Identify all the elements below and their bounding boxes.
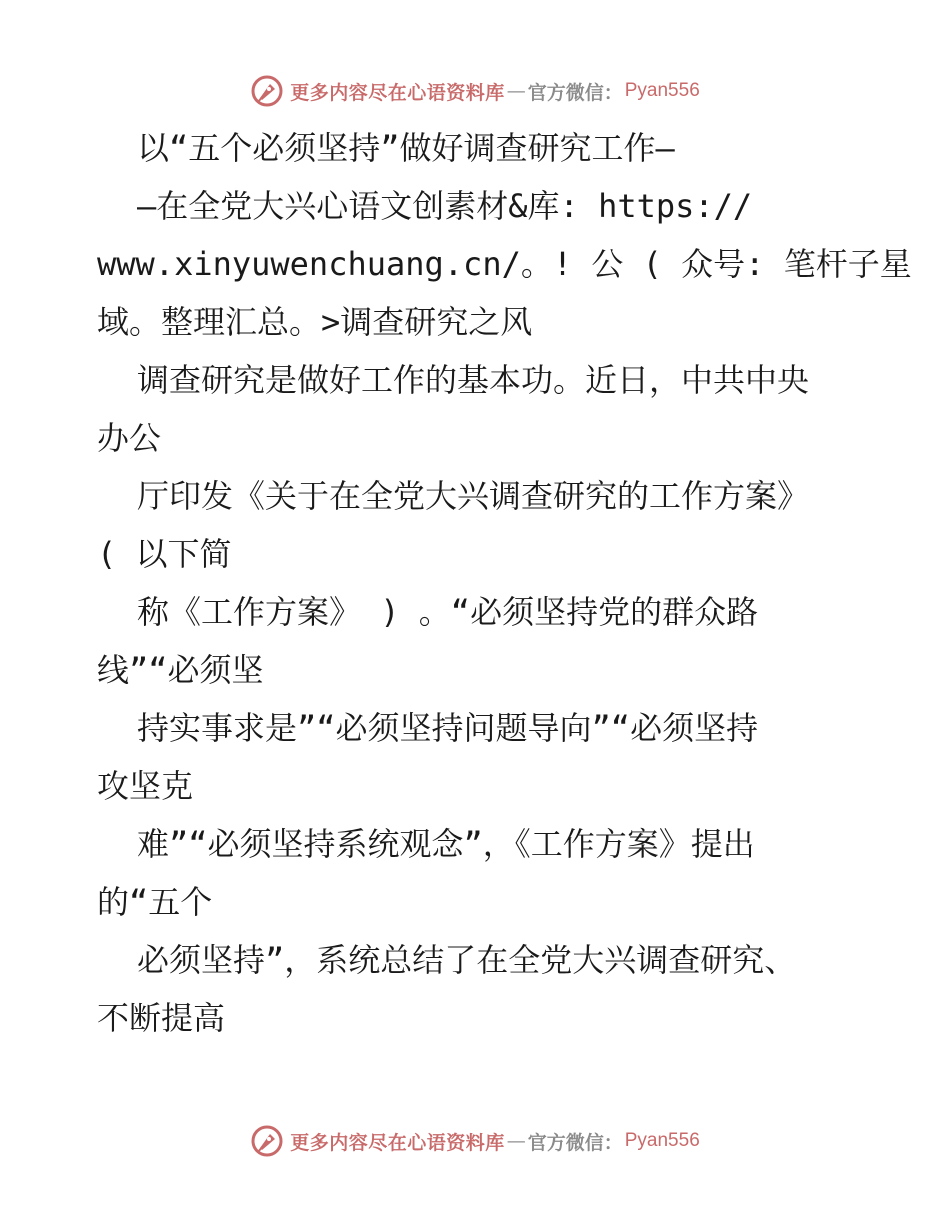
- banner-separator: —: [506, 1130, 526, 1152]
- document-line: 以“五个必须坚持”做好调查研究工作—: [137, 129, 675, 167]
- document-line: ( 以下简: [97, 535, 232, 573]
- document-line: —在全党大兴心语文创素材&库: https://: [137, 187, 753, 225]
- document-line: 难”“必须坚持系统观念”，《工作方案》提出: [137, 825, 755, 863]
- document-line: 不断提高: [97, 999, 226, 1037]
- document-line: 攻坚克: [97, 767, 194, 805]
- document-line: 必须坚持”，系统总结了在全党大兴调查研究、: [137, 941, 797, 979]
- banner-wechat-id: Pyan556: [624, 1130, 700, 1151]
- banner-wechat-label: 官方微信：: [527, 81, 623, 104]
- banner-wechat-id: Pyan556: [624, 80, 700, 101]
- banner-text: 更多内容尽在心语资料库: [290, 81, 505, 104]
- document-line: 域。整理汇总。>调查研究之风: [97, 303, 533, 341]
- pen-nib-logo-icon: [250, 74, 284, 108]
- document-line: 持实事求是”“必须坚持问题导向”“必须坚持: [137, 709, 759, 747]
- document-line: 的“五个: [97, 883, 213, 921]
- header-banner: [0, 71, 950, 111]
- banner-text: 更多内容尽在心语资料库: [290, 1131, 505, 1154]
- document-line: 称《工作方案》 ) 。“必须坚持党的群众路: [137, 593, 759, 631]
- footer-banner: [0, 1121, 950, 1161]
- document-line: 调查研究是做好工作的基本功。近日，中共中央: [137, 361, 810, 399]
- banner-wechat-label: 官方微信：: [527, 1131, 623, 1154]
- document-line: 办公: [97, 419, 162, 457]
- banner-separator: —: [506, 80, 526, 102]
- document-line: 厅印发《关于在全党大兴调查研究的工作方案》: [137, 477, 810, 515]
- pen-nib-logo-icon: [250, 1124, 284, 1158]
- document-line: www.xinyuwenchuang.cn/。! 公 ( 众号: 笔杆子星: [97, 245, 912, 283]
- document-line: 线”“必须坚: [97, 651, 264, 689]
